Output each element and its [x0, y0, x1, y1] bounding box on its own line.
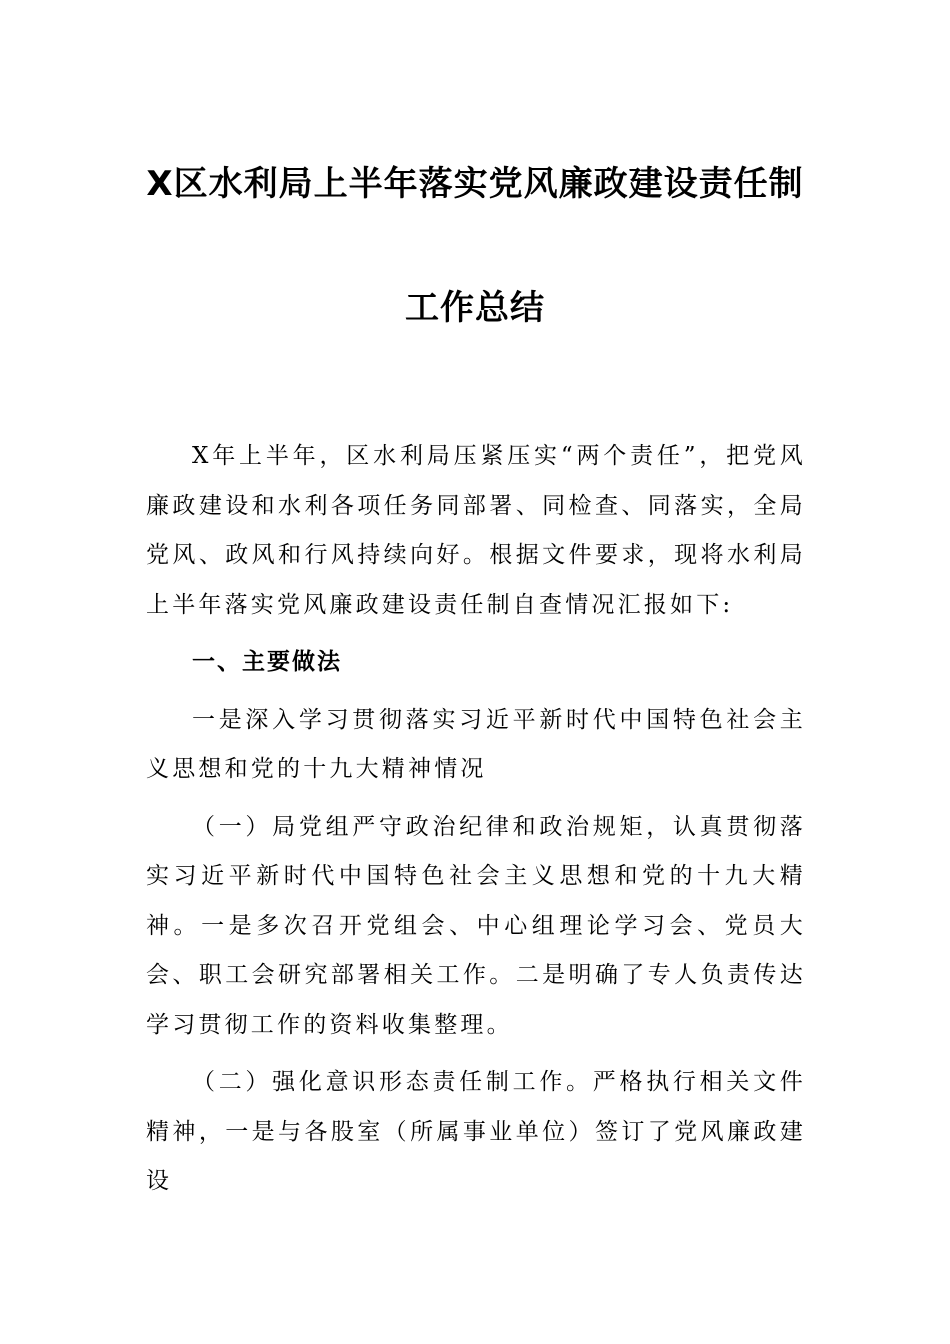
section-heading-main-practices: 一、主要做法	[192, 649, 342, 675]
document-body	[146, 432, 806, 1207]
paragraph-item-2: （二）强化意识形态责任制工作。严格执行相关文件精神，一是与各股室（所属事业单位）签订了党风廉政建设	[146, 1069, 806, 1194]
paragraph-study-implementation: 一是深入学习贯彻落实习近平新时代中国特色社会主义思想和党的十九大精神情况	[146, 706, 806, 782]
paragraph-item-1: （一）局党组严守政治纪律和政治规矩，认真贯彻落实习近平新时代中国特色社会主义思想和党的十九大精神。一是多次召开党组会、中心组理论学习会、党员大会、职工会研究部署相关工作。二是明确了专人负责传达学习贯彻工作的资料收集整理。	[146, 813, 806, 1038]
document-title-line-2: 工作总结	[405, 288, 545, 328]
intro-paragraph: X年上半年，区水利局压紧压实“两个责任”，把党风廉政建设和水利各项任务同部署、同检查、同落实，全局党风、政风和行风持续向好。根据文件要求，现将水利局上半年落实党风廉政建设责任制自查情况汇报如下:	[146, 443, 806, 618]
document-title-line-1: X区水利局上半年落实党风廉政建设责任制	[146, 164, 804, 204]
